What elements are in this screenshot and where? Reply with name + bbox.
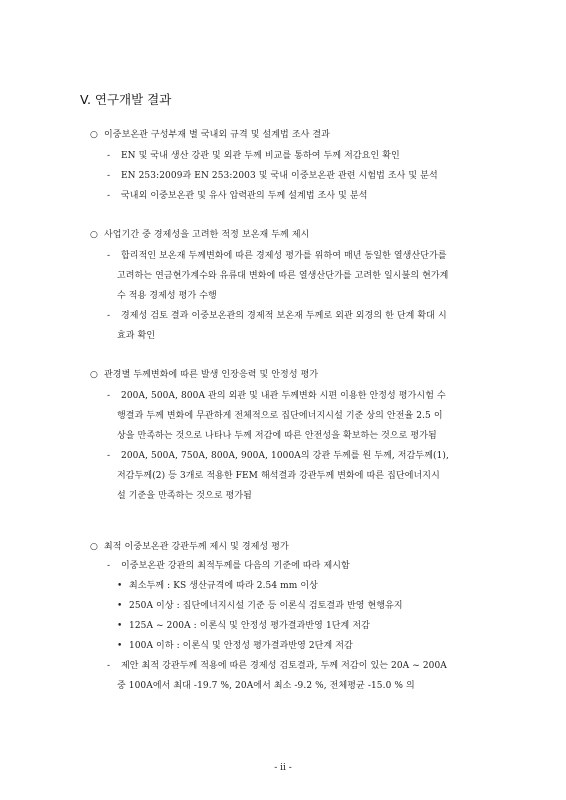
dot-bullet-icon: • (117, 621, 123, 631)
section-4-item-1: - 이중보온관 강관의 최적두께를 다음의 기준에 따라 제시함 (107, 561, 350, 571)
section-4-subitem-3: • 125A ~ 200A : 이론식 및 안정성 평가결과반영 1단계 저감 (117, 621, 370, 631)
circle-bullet-icon: ○ (90, 370, 98, 380)
circle-bullet-icon: ○ (90, 130, 98, 140)
section-2-item-1-cont-2: 수 적용 경제성 평가 수행 (117, 291, 217, 301)
section-3-item-1-cont-1: 행결과 두께 변화에 무관하게 전체적으로 집단에너지시설 기준 상의 안전율 2.5 이 (117, 411, 443, 421)
dash-bullet-icon: - (107, 191, 111, 201)
section-3-item-2: - 200A, 500A, 750A, 800A, 900A, 1000A의 강관 두께를 원 두께, 저감두께(1), (107, 451, 449, 461)
section-2-title: ○ 사업기간 중 경제성을 고려한 적정 보온재 두께 제시 (90, 230, 310, 240)
section-3-title: ○ 관경별 두께변화에 따른 발생 인장응력 및 안정성 평가 (90, 370, 319, 380)
dot-bullet-icon: • (117, 581, 123, 591)
section-4-subitem-1: • 최소두께 : KS 생산규격에 따라 2.54 mm 이상 (117, 581, 318, 591)
dash-bullet-icon: - (107, 561, 111, 571)
section-4-item-2: - 제안 최적 강관두께 적용에 따른 경제성 검토결과, 두께 저감이 있는 20A ~ 200A (107, 661, 447, 671)
section-3-item-2-cont-1: 저감두께(2) 등 3개로 적용한 FEM 해석결과 강관두께 변화에 따른 집단에너지시 (117, 471, 440, 481)
dot-bullet-icon: • (117, 601, 123, 611)
section-1-title: ○ 이중보온관 구성부재 별 국내외 규격 및 설계법 조사 결과 (90, 130, 330, 140)
section-heading: V. 연구개발 결과 (80, 92, 172, 107)
dash-bullet-icon: - (107, 251, 111, 261)
section-2-item-2-cont-1: 효과 확인 (117, 331, 156, 341)
circle-bullet-icon: ○ (90, 542, 98, 552)
section-1-item-3: - 국내외 이중보온관 및 유사 압력관의 두께 설계법 조사 및 분석 (107, 191, 368, 201)
section-1-item-2: - EN 253:2009과 EN 253:2003 및 국내 이중보온관 관련 시험법 조사 및 분석 (107, 171, 438, 181)
section-4-subitem-2: • 250A 이상 : 집단에너지시설 기준 등 이론식 검토결과 반영 현행유지 (117, 601, 403, 611)
page-number: - ii - (274, 763, 292, 773)
section-2-item-1-cont-1: 고려하는 연금현가계수와 유류대 변화에 따른 열생산단가를 고려한 일시불의 현가계 (117, 271, 449, 281)
section-3-item-1-cont-2: 상을 만족하는 것으로 나타나 두께 저감에 따른 안전성을 확보하는 것으로 평가됨 (117, 431, 437, 441)
dot-bullet-icon: • (117, 641, 123, 651)
circle-bullet-icon: ○ (90, 230, 98, 240)
section-3-item-2-cont-2: 설 기준을 만족하는 것으로 평가됨 (117, 491, 252, 501)
dash-bullet-icon: - (107, 391, 111, 401)
dash-bullet-icon: - (107, 151, 111, 161)
dash-bullet-icon: - (107, 451, 111, 461)
section-3-item-1: - 200A, 500A, 800A 관의 외관 및 내관 두께변화 시편 이용한 안정성 평가시험 수 (107, 391, 446, 401)
dash-bullet-icon: - (107, 661, 111, 671)
section-4-item-2-cont-1: 중 100A에서 최대 -19.7 %, 20A에서 최소 -9.2 %, 전체평균 -15.0 % 의 (117, 681, 415, 691)
dash-bullet-icon: - (107, 311, 111, 321)
section-2-item-2: - 경제성 검토 결과 이중보온관의 경제적 보온재 두께로 외관 외경의 한 단계 확대 시 (107, 311, 447, 321)
section-4-title: ○ 최적 이중보온관 강관두께 제시 및 경제성 평가 (90, 542, 289, 552)
section-4-subitem-4: • 100A 이하 : 이론식 및 안정성 평가결과반영 2단계 저감 (117, 641, 353, 651)
dash-bullet-icon: - (107, 171, 111, 181)
section-2-item-1: - 합리적인 보온재 두께변화에 따른 경제성 평가를 위하여 매년 동일한 열생산단가를 (107, 251, 447, 261)
section-1-item-1: - EN 및 국내 생산 강관 및 외관 두께 비교를 통하여 두께 저감요인 확인 (107, 151, 400, 161)
